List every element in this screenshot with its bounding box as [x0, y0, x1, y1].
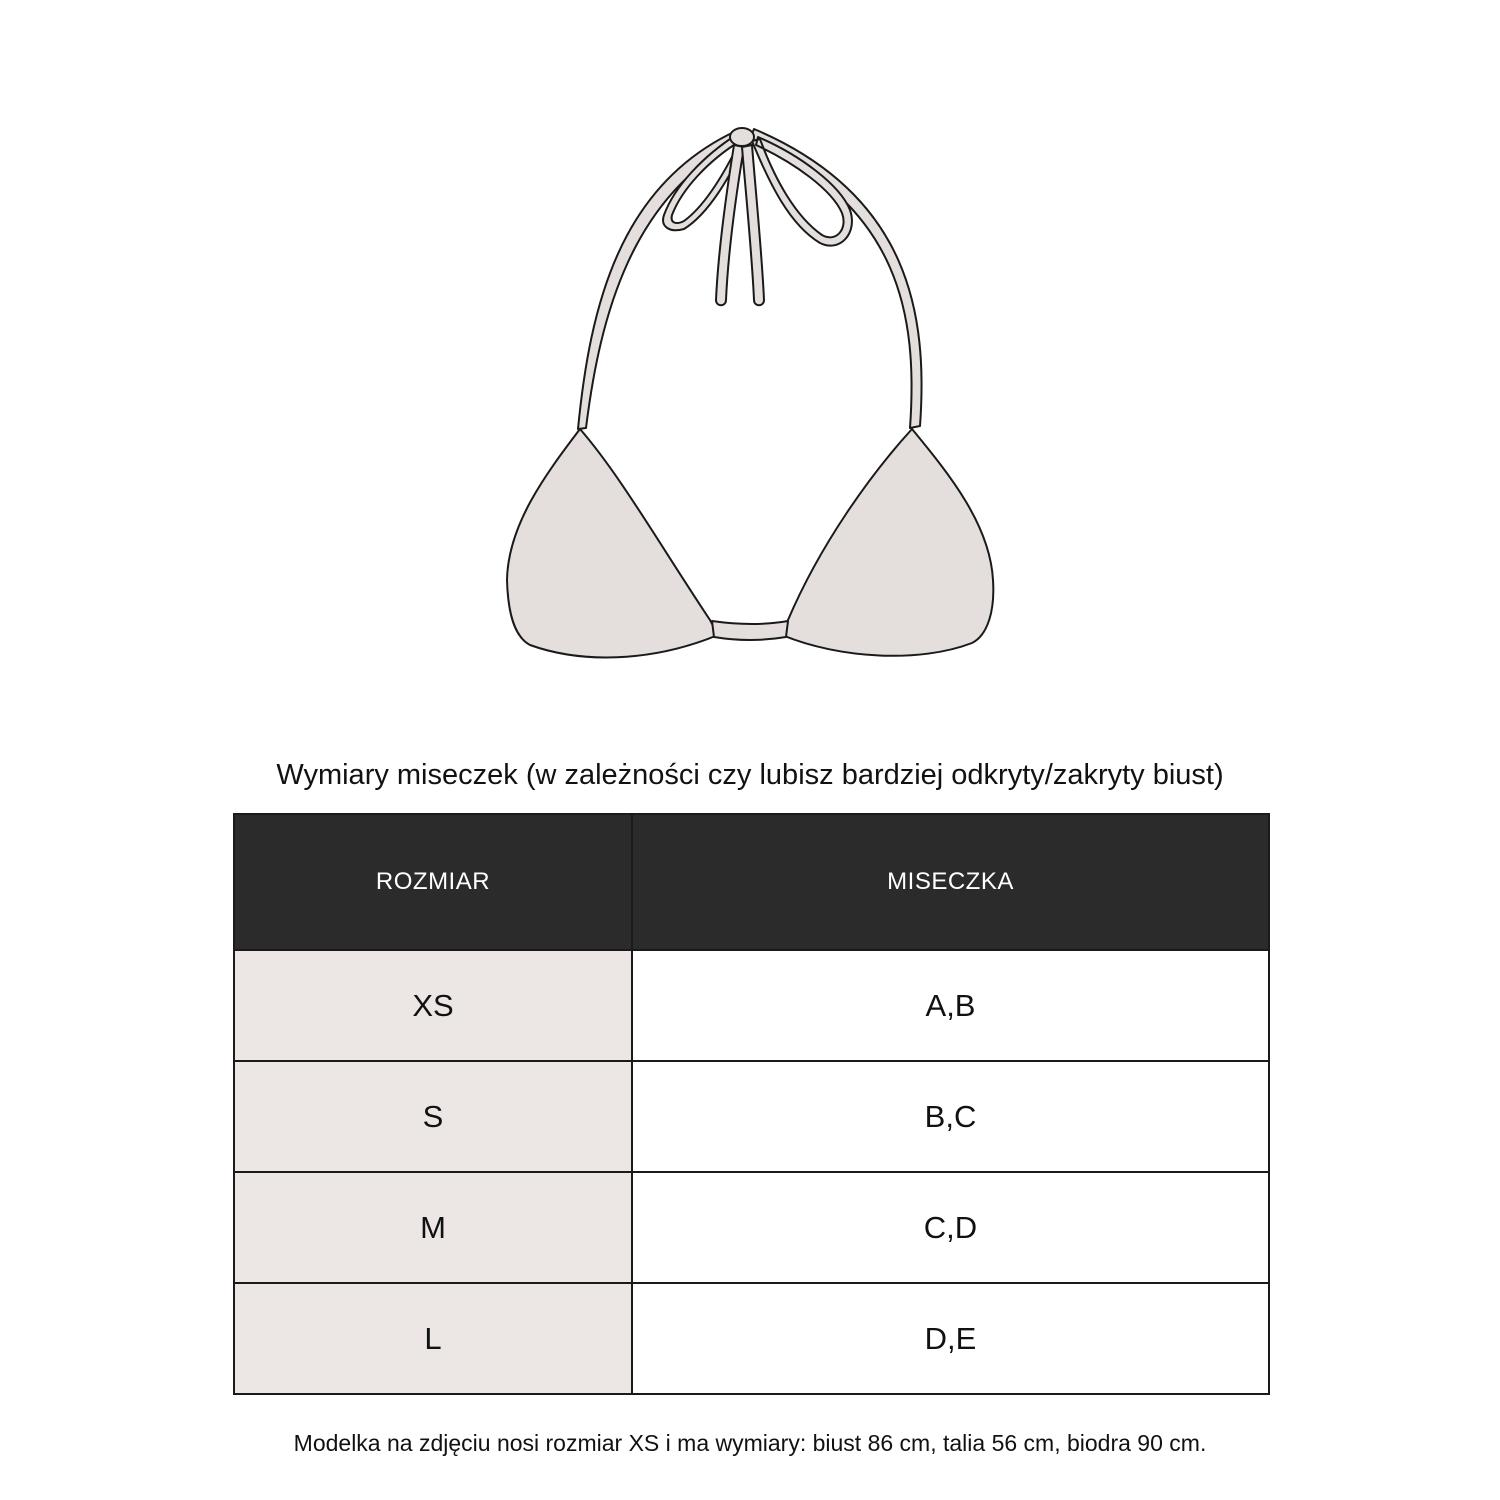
size-cell: L	[234, 1283, 632, 1394]
cup-cell: D,E	[632, 1283, 1269, 1394]
table-row	[234, 1283, 1269, 1394]
size-cell: M	[234, 1172, 632, 1283]
size-cell: S	[234, 1061, 632, 1172]
table-row	[234, 950, 1269, 1061]
header-size: ROZMIAR	[234, 814, 632, 950]
model-size-note: Modelka na zdjęciu nosi rozmiar XS i ma wymiary: biust 86 cm, talia 56 cm, biodra 90 cm.	[293, 1430, 1207, 1456]
size-chart-table	[233, 813, 1270, 1395]
table-header-row	[234, 814, 1269, 950]
size-cell: XS	[234, 950, 632, 1061]
table-row	[234, 1061, 1269, 1172]
cup-size-caption: Wymiary miseczek (w zależności czy lubisz bardziej odkryty/zakryty biust)	[276, 759, 1224, 791]
bikini-top-illustration	[490, 115, 1010, 675]
header-cup: MISECZKA	[632, 814, 1269, 950]
cup-cell: B,C	[632, 1061, 1269, 1172]
cup-cell: A,B	[632, 950, 1269, 1061]
cup-cell: C,D	[632, 1172, 1269, 1283]
table-row	[234, 1172, 1269, 1283]
